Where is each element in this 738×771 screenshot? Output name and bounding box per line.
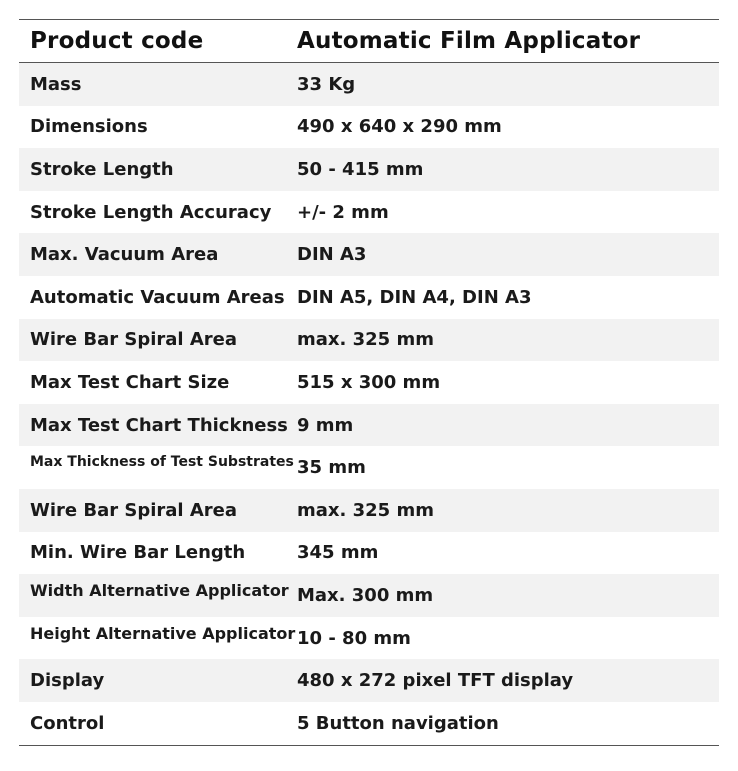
table-row	[19, 233, 719, 276]
spec-value: max. 325 mm	[297, 499, 434, 521]
spec-label: Stroke Length Accuracy	[30, 201, 272, 223]
spec-value: 345 mm	[297, 542, 379, 564]
header-product-name: Automatic Film Applicator	[297, 28, 641, 54]
spec-label: Max. Vacuum Area	[30, 244, 219, 266]
spec-value: max. 325 mm	[297, 329, 434, 351]
spec-value: 50 - 415 mm	[297, 158, 424, 180]
spec-label: Width Alternative Applicator	[30, 581, 289, 601]
spec-label: Automatic Vacuum Areas	[30, 286, 285, 308]
table-row	[19, 148, 719, 191]
spec-value: 35 mm	[297, 457, 366, 479]
spec-label: Max Test Chart Size	[30, 371, 230, 393]
spec-value: DIN A5, DIN A4, DIN A3	[297, 286, 532, 308]
table-row	[19, 446, 719, 489]
spec-label: Wire Bar Spiral Area	[30, 329, 238, 351]
spec-value: 5 Button navigation	[297, 712, 499, 734]
table-row	[19, 404, 719, 447]
spec-label: Max Test Chart Thickness	[30, 414, 288, 436]
table-row	[19, 702, 719, 745]
table-row	[19, 617, 719, 660]
table-row	[19, 532, 719, 575]
spec-value: 515 x 300 mm	[297, 371, 441, 393]
table-header	[19, 20, 719, 63]
spec-label: Control	[30, 712, 105, 734]
table-row	[19, 574, 719, 617]
spec-label: Max Thickness of Test Substrates	[30, 454, 294, 471]
spec-label: Mass	[30, 73, 82, 95]
table-body	[19, 63, 719, 745]
table-row	[19, 191, 719, 234]
spec-value: 10 - 80 mm	[297, 627, 411, 649]
spec-value: Max. 300 mm	[297, 584, 434, 606]
spec-label: Stroke Length	[30, 158, 174, 180]
spec-value: 33 Kg	[297, 73, 356, 95]
header-product-code: Product code	[30, 28, 204, 54]
table-row	[19, 319, 719, 362]
spec-table	[19, 19, 719, 746]
spec-label: Min. Wire Bar Length	[30, 542, 246, 564]
spec-label: Dimensions	[30, 116, 148, 138]
table-row	[19, 659, 719, 702]
spec-value: +/- 2 mm	[297, 201, 389, 223]
spec-value: 9 mm	[297, 414, 354, 436]
spec-label: Height Alternative Applicator	[30, 623, 296, 643]
table-row	[19, 106, 719, 149]
spec-value: 490 x 640 x 290 mm	[297, 116, 502, 138]
spec-label: Display	[30, 670, 105, 692]
spec-label: Wire Bar Spiral Area	[30, 499, 238, 521]
table-row	[19, 361, 719, 404]
table-row	[19, 63, 719, 106]
table-row	[19, 276, 719, 319]
spec-value: 480 x 272 pixel TFT display	[297, 670, 574, 692]
spec-value: DIN A3	[297, 244, 367, 266]
table-row	[19, 489, 719, 532]
